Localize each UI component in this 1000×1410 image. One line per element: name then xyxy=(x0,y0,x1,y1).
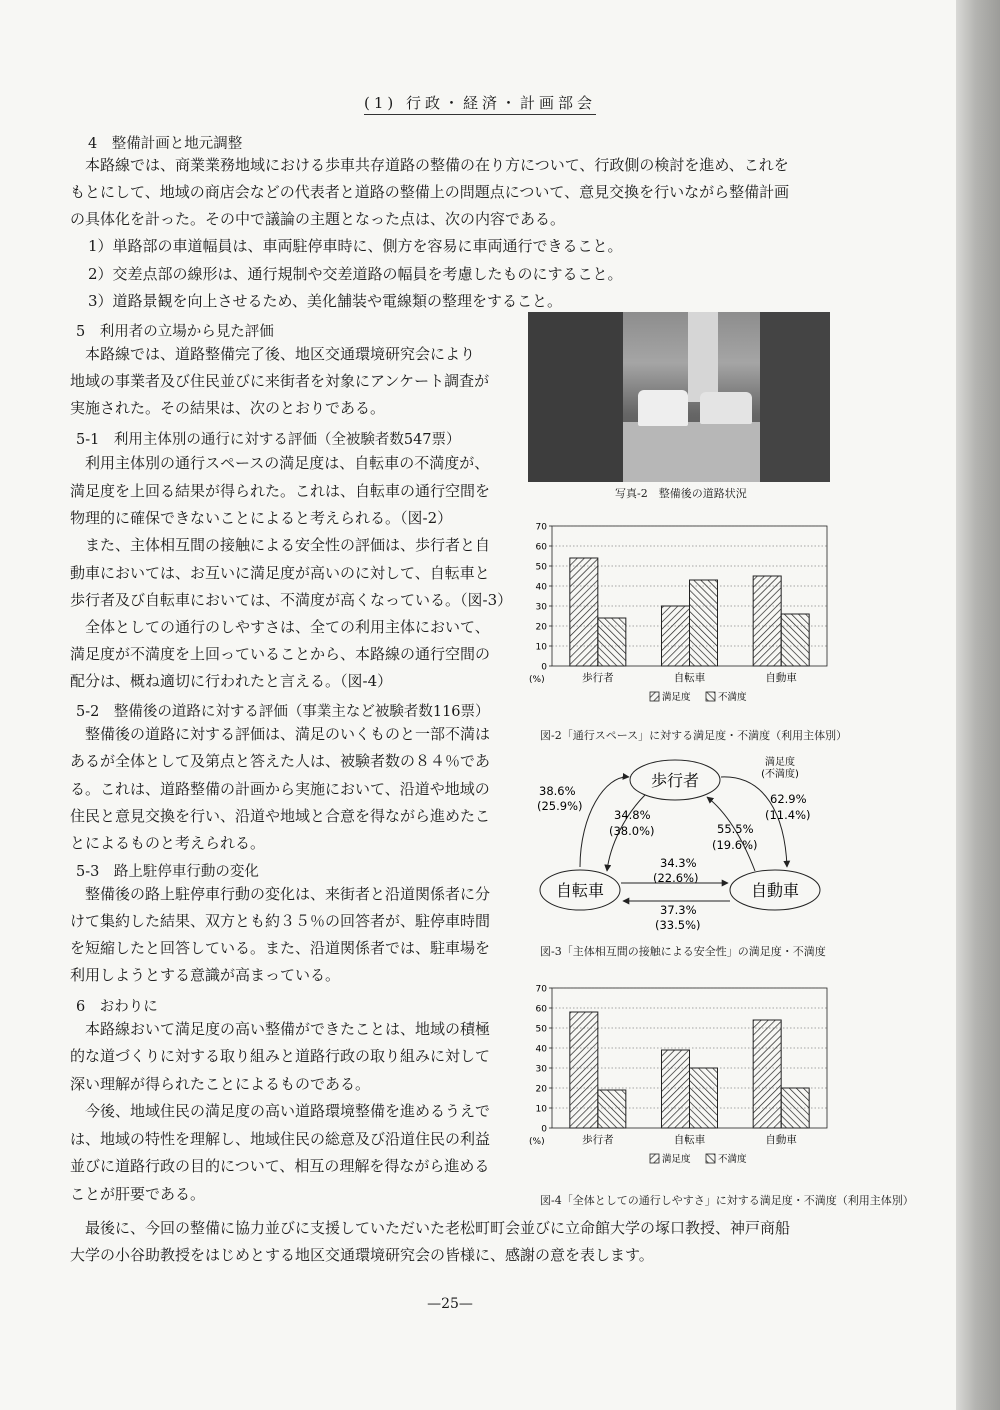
bar-dissatisfaction xyxy=(781,1088,809,1128)
s51-l4: また、主体相互間の接触による安全性の評価は、歩行者と自 xyxy=(85,536,491,554)
legend-label: 不満度 xyxy=(718,692,747,703)
bar-satisfaction xyxy=(753,576,781,666)
legend-label: 満足度 xyxy=(662,1154,691,1165)
figure-3-diagram xyxy=(535,755,835,935)
section-4-p1-l1: 本路線では、商業業務地域における歩車共存道路の整備の在り方について、行政側の検討を進め、これを xyxy=(85,156,789,174)
svg-text:38.6%: 38.6% xyxy=(539,784,576,798)
s52-l5: とによるものと考えられる。 xyxy=(70,834,266,852)
s51-l2: 満足度を上回る結果が得られた。これは、自転車の通行空間を xyxy=(70,482,491,500)
svg-text:(33.5%): (33.5%) xyxy=(655,918,701,932)
bar-satisfaction xyxy=(570,1012,598,1128)
svg-text:62.9%: 62.9% xyxy=(770,792,807,806)
figure-4-chart xyxy=(525,980,835,1176)
bar-satisfaction xyxy=(753,1020,781,1128)
y-tick-label: 20 xyxy=(535,622,547,633)
y-tick-label: 0 xyxy=(541,662,547,673)
y-tick-label: 10 xyxy=(535,1104,547,1115)
section-5-3-heading: 5-3 路上駐停車行動の変化 xyxy=(76,864,259,880)
bar-satisfaction xyxy=(662,1050,690,1128)
s52-l4: 住民と意見交換を行い、沿道や地域と合意を得ながら進めたこ xyxy=(70,807,491,825)
s6-l7: ことが肝要である。 xyxy=(70,1185,206,1203)
legend-label: 満足度 xyxy=(662,692,691,703)
node-pedestrian-label: 歩行者 xyxy=(650,771,700,790)
y-axis-unit: (%) xyxy=(529,675,545,685)
y-tick-label: 50 xyxy=(535,562,547,573)
page-header: (1) 行政・経済・計画部会 xyxy=(0,92,960,113)
s6-l1: 本路線おいて満足度の高い整備ができたことは、地域の積極 xyxy=(85,1020,491,1038)
svg-text:34.3%: 34.3% xyxy=(660,856,697,870)
x-tick-label: 自転車 xyxy=(673,1134,706,1146)
section-4-p1-l2: もとにして、地域の商店会などの代表者と道路の整備上の問題点について、意見交換を行いながら整備計画 xyxy=(70,183,790,201)
s51-l9: 配分は、概ね適切に行われたと言える。（図-4） xyxy=(70,672,393,690)
x-tick-label: 自転車 xyxy=(673,672,706,684)
legend-swatch xyxy=(650,1154,659,1163)
y-tick-label: 70 xyxy=(535,984,547,995)
section-5-heading: 5 利用者の立場から見た評価 xyxy=(76,324,274,340)
s51-l5: 動車においては、お互いに満足度が高いのに対して、自転車と xyxy=(70,564,490,582)
svg-text:(22.6%): (22.6%) xyxy=(653,871,699,885)
section-4-item-1: 1）単路部の車道幅員は、車両駐停車時に、側方を容易に車両通行できること。 xyxy=(88,237,623,255)
y-tick-label: 50 xyxy=(535,1024,547,1035)
s6-l3: 深い理解が得られたことによるものである。 xyxy=(70,1075,371,1093)
legend-swatch xyxy=(706,692,715,701)
s51-l3: 物理的に確保できないことによると考えられる。（図-2） xyxy=(70,509,453,527)
s53-l1: 整備後の路上駐停車行動の変化は、来街者と沿道関係者に分 xyxy=(85,885,491,903)
bar-dissatisfaction xyxy=(598,1090,626,1128)
bar-satisfaction xyxy=(570,558,598,666)
x-tick-label: 自動車 xyxy=(765,1134,797,1146)
s53-l2: けて集約した結果、双方とも約３５％の回答者が、駐停車時間 xyxy=(70,912,491,930)
y-tick-label: 0 xyxy=(541,1124,547,1135)
legend-swatch xyxy=(706,1154,715,1163)
y-tick-label: 60 xyxy=(535,1004,547,1015)
y-tick-label: 20 xyxy=(535,1084,547,1095)
s53-l4: 利用しようとする意識が高まっている。 xyxy=(70,966,341,984)
y-tick-label: 70 xyxy=(535,522,547,533)
street-photo xyxy=(528,312,830,482)
section-5-intro-l3: 実施された。その結果は、次のとおりである。 xyxy=(70,399,386,417)
figure-2-caption: 図-2「通行スペース」に対する満足度・不満度（利用主体別） xyxy=(540,729,848,742)
bar-dissatisfaction xyxy=(690,580,718,666)
s52-l3: る。これは、道路整備の計画から実施において、沿道や地域の xyxy=(70,780,490,798)
section-4-item-2: 2）交差点部の線形は、通行規制や交差道路の幅員を考慮したものにすること。 xyxy=(88,265,623,283)
node-car-label: 自動車 xyxy=(750,881,800,900)
s53-l3: を短縮したと回答している。また、沿道関係者では、駐車場を xyxy=(70,939,491,957)
section-5-intro-l2: 地域の事業者及び住民並びに来街者を対象にアンケート調査が xyxy=(70,372,490,390)
svg-text:(11.4%): (11.4%) xyxy=(765,808,811,822)
s6-l5: は、地域の特性を理解し、地域住民の総意及び沿道住民の利益 xyxy=(70,1130,491,1148)
y-axis-unit: (%) xyxy=(529,1137,545,1147)
y-tick-label: 30 xyxy=(535,1064,547,1075)
svg-text:37.3%: 37.3% xyxy=(660,903,697,917)
x-tick-label: 自動車 xyxy=(765,672,797,684)
s51-l1: 利用主体別の通行スペースの満足度は、自転車の不満度が、 xyxy=(85,454,490,472)
figure-4-caption: 図-4「全体としての通行しやすさ」に対する満足度・不満度（利用主体別） xyxy=(540,1194,914,1207)
y-tick-label: 60 xyxy=(535,542,547,553)
section-6-heading: 6 おわりに xyxy=(76,999,158,1015)
scan-edge xyxy=(956,0,1000,1410)
s51-l6: 歩行者及び自転車においては、不満度が高くなっている。（図-3） xyxy=(70,591,513,609)
section-5-intro-l1: 本路線では、道路整備完了後、地区交通環境研究会により xyxy=(85,345,476,363)
page-number: —25— xyxy=(427,1296,473,1312)
figure-2-chart xyxy=(525,518,835,710)
section-4-item-3: 3）道路景観を向上させるため、美化舗装や電線類の整理をすること。 xyxy=(88,292,562,310)
figure-3-caption: 図-3「主体相互間の接触による安全性」の満足度・不満度 xyxy=(540,945,826,958)
s6-l2: 的な道づくりに対する取り組みと道路行政の取り組みに対して xyxy=(70,1047,491,1065)
s51-l7: 全体としての通行のしやすさは、全ての利用主体において、 xyxy=(85,618,490,636)
section-4-p1-l3: の具体化を計った。その中で議論の主題となった点は、次の内容である。 xyxy=(70,210,566,228)
bar-dissatisfaction xyxy=(598,618,626,666)
x-tick-label: 歩行者 xyxy=(582,1134,614,1146)
svg-text:満足度: 満足度 xyxy=(765,757,795,768)
legend-label: 不満度 xyxy=(718,1154,747,1165)
s52-l2: あるが全体として及第点と答えた人は、被験者数の８４％であ xyxy=(70,752,491,770)
s6-l6: 並びに道路行政の目的について、相互の理解を得ながら進める xyxy=(70,1157,490,1175)
svg-text:(25.9%): (25.9%) xyxy=(537,799,583,813)
y-tick-label: 40 xyxy=(535,1044,547,1055)
bar-satisfaction xyxy=(662,606,690,666)
s6-l4: 今後、地域住民の満足度の高い道路環境整備を進めるうえで xyxy=(85,1102,491,1120)
y-tick-label: 30 xyxy=(535,602,547,613)
section-5-1-heading: 5-1 利用主体別の通行に対する評価（全被験者数547票） xyxy=(76,432,461,448)
svg-text:55.5%: 55.5% xyxy=(717,822,754,836)
s51-l8: 満足度が不満度を上回っていることから、本路線の通行空間の xyxy=(70,645,491,663)
section-5-2-heading: 5-2 整備後の道路に対する評価（事業主など被験者数116票） xyxy=(76,704,490,720)
photo-caption: 写真-2 整備後の道路状況 xyxy=(615,487,747,500)
svg-text:34.8%: 34.8% xyxy=(614,808,651,822)
x-tick-label: 歩行者 xyxy=(582,672,614,684)
svg-text:(19.6%): (19.6%) xyxy=(712,838,758,852)
section-4-heading: 4 整備計画と地元調整 xyxy=(88,136,243,152)
final-l1: 最後に、今回の整備に協力並びに支援していただいた老松町町会並びに立命館大学の塚口教授、神戸商船 xyxy=(85,1219,791,1237)
node-bicycle-label: 自転車 xyxy=(555,881,605,900)
y-tick-label: 10 xyxy=(535,642,547,653)
y-tick-label: 40 xyxy=(535,582,547,593)
s52-l1: 整備後の道路に対する評価は、満足のいくものと一部不満は xyxy=(85,725,491,743)
bar-dissatisfaction xyxy=(781,614,809,666)
final-l2: 大学の小谷助教授をはじめとする地区交通環境研究会の皆様に、感謝の意を表します。 xyxy=(70,1246,654,1264)
svg-text:(不満度): (不満度) xyxy=(761,769,799,780)
svg-text:(38.0%): (38.0%) xyxy=(609,824,655,838)
bar-dissatisfaction xyxy=(690,1068,718,1128)
legend-swatch xyxy=(650,692,659,701)
